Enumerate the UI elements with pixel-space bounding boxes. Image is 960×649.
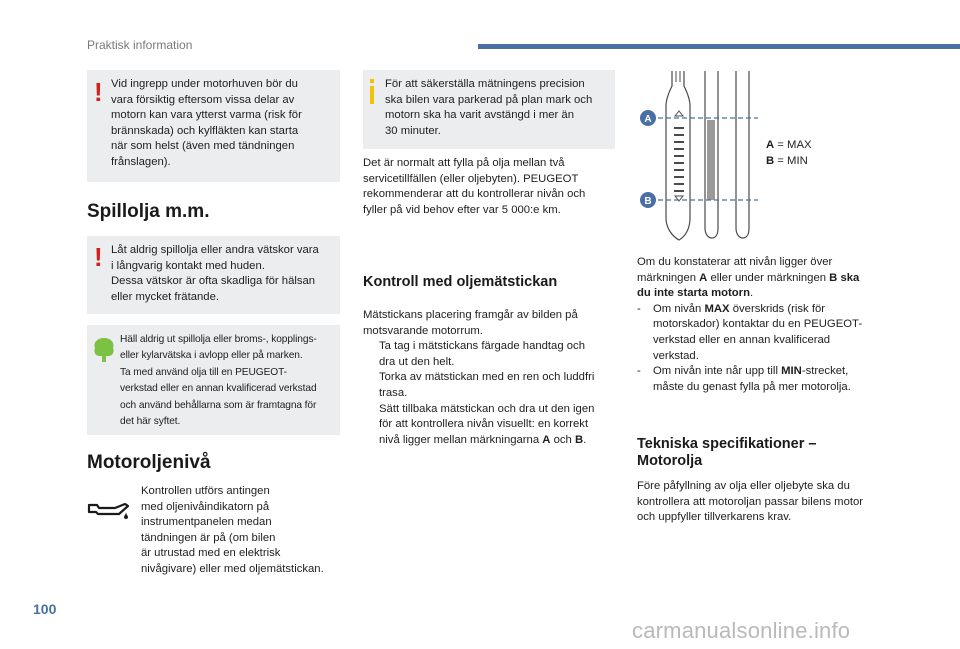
oil-level-warning-icon [87, 500, 131, 522]
marker-a-label: A [644, 114, 652, 125]
section-title: Praktisk information [87, 38, 193, 52]
marker-b-label: B [644, 196, 652, 207]
heading-oil-specifications: Tekniska specifikationer – Motorolja [637, 436, 817, 469]
warning-exclamation-icon: ! [94, 242, 103, 272]
list-item: - Om nivån MAX överskrids (risk för motorskador) kontaktar du en PEUGEOT- verkstad eller en annan kvalificerad verkstad. [637, 302, 863, 362]
normal-consumption-text: Det är normalt att fylla på olja mellan två servicetillfällen (eller oljebyten). PEUGEOT rekommenderar att du kontrollerar nivån och fyller på vid behov efter var 5 000:e km. [363, 157, 586, 216]
warning-text: Vid ingrepp under motorhuven bör du vara försiktig eftersom vissa delar av motorn kan vara ytterst varma (risk för brännskada) och kylfläkten kan starta när som helst (även med tändningen frånslagen). [111, 78, 302, 168]
list-item: - Om nivån inte når upp till MIN-strecket, måste du genast fylla på mer motorolja. [637, 365, 851, 393]
watermark: carmanualsonline.info [632, 618, 851, 643]
warning-box-skin [87, 236, 340, 314]
header-accent-bar [478, 44, 960, 49]
heading-oil-level: Motoroljenivå [87, 452, 211, 473]
bullet-arrow-icon [363, 402, 379, 449]
list-item: Torka av mätstickan med en ren och luddfri trasa. [363, 370, 619, 401]
warning-text: Låt aldrig spillolja eller andra vätskor vara i långvarig kontakt med huden. Dessa vätskor är ofta skadliga för hälsan eller mycket frätande. [111, 244, 319, 303]
dipstick-instructions: Mätstickans placering framgår av bilden på motsvarande motorrum. Ta tag i mätstickans färgade handtag och dra ut den helt. Torka av mätstickan med en ren och luddfri trasa. Sätt tillbaka mätstickan och dra ut den igen för att kontrollera nivån visuellt: en korrekt nivå ligger mellan märkningarna A och B. [363, 308, 619, 448]
environment-box [87, 325, 340, 435]
info-box-measurement [363, 70, 615, 149]
heading-waste-oil: Spillolja m.m. [87, 201, 210, 222]
info-i-icon [370, 79, 374, 105]
level-result-text: Om du konstaterar att nivån ligger över märkningen A eller under märkningen B ska du inte starta motorn. - Om nivån MAX överskrids (risk för motorskador) kontaktar du en PEUGEOT- verkstad eller en annan kvalificerad verkstad. - Om nivån inte når upp till MIN-strecket, måste du genast fylla på mer motorolja. [637, 255, 887, 395]
warning-box-engine [87, 70, 340, 182]
info-text: För att säkerställa mätningens precision ska bilen vara parkerad på plan mark och motorn ska ha varit avstängd i mer än 30 minuter. [385, 78, 593, 137]
list-item: Ta tag i mätstickans färgade handtag och dra ut den helt. [363, 339, 619, 370]
dipstick-legend: A = MAX B = MIN [766, 139, 812, 167]
oil-level-text: Kontrollen utförs antingen med oljenivåindikatorn på instrumentpanelen medan tändningen är på (om bilen är utrustad med en elektrisk nivågivare) eller med oljemätstickan. [141, 485, 324, 575]
warning-exclamation-icon: ! [94, 77, 103, 107]
list-item: Sätt tillbaka mätstickan och dra ut den igen för att kontrollera nivån visuellt: en korrekt nivå ligger mellan märkningarna A och B. [363, 402, 619, 449]
heading-dipstick: Kontroll med oljemätstickan [363, 274, 558, 290]
dipstick-illustration [628, 68, 778, 246]
environment-text: Häll aldrig ut spillolja eller broms-, kopplings- eller kylarvätska i avlopp eller på marken. Ta med använd olja till en PEUGEOT- verkstad eller en annan kvalificerad verkstad och använd behållarna som är framtagna för det här syftet. [120, 334, 317, 428]
bullet-arrow-icon [363, 339, 379, 370]
page-number: 100 [33, 601, 57, 617]
oil-spec-text: Före påfyllning av olja eller oljebyte ska du kontrollera att motoroljan passar bilens motor och uppfyller tillverkarens krav. [637, 480, 864, 524]
bullet-arrow-icon [363, 370, 379, 401]
eco-tree-icon [92, 337, 116, 363]
